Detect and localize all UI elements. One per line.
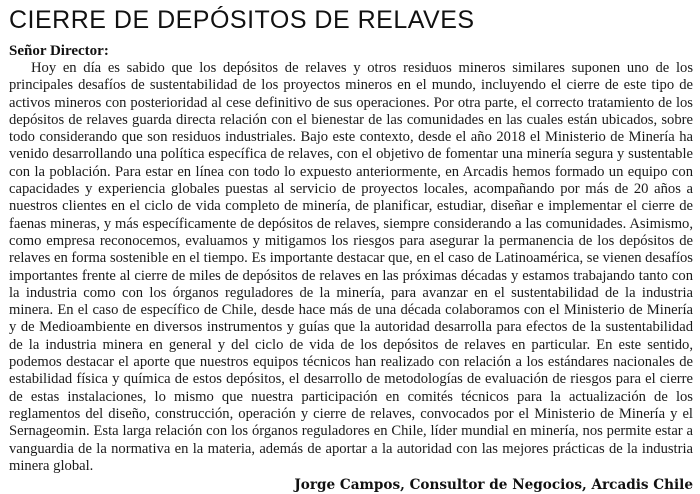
- signature: Jorge Campos, Consultor de Negocios, Arcadis Chile: [294, 477, 693, 494]
- letter-body: Hoy en día es sabido que los depósitos de relaves y otros residuos mineros similares suponen uno de los principales desafíos de sustentabilidad de los proyectos mineros en el mundo, incluyendo el cierre de este tipo de activos mineros con posterioridad al cese definitivo de sus operaciones. Por otra parte, el correcto tratamiento de los depósitos de relaves guarda directa relación con el bienestar de las comunidades en las cuales están ubicados, sobre todo considerando que son residuos industriales. Bajo este contexto, desde el año 2018 el Ministerio de Minería ha venido desarrollando una política específica de relaves, con el objetivo de fomentar una minería segura y sustentable con la población. Para estar en línea con todo lo expuesto anteriormente, en Arcadis hemos formado un equipo con capacidades y experiencia globales puestas al servicio de proyectos locales, acompañando por más de 20 años a nuestros clientes en el ciclo de vida completo de minería, de planificar, estudiar, diseñar e implementar el cierre de faenas mineras, y más específicamente de depósitos de relaves, siempre considerando a las comunidades. Asimismo, como empresa reconocemos, evaluamos y mitigamos los riesgos para asegurar la permanencia de los depósitos de relaves en forma sostenible en el tiempo. Es importante destacar que, en el caso de Latinoamérica, se vienen desafíos importantes frente al cierre de miles de depósitos de relaves en las próximas décadas y estamos trabajando tanto con la industria como con los órganos reguladores de la minería, para avanzar en el sustentabilidad de la industria minera. En el caso de específico de Chile, desde hace más de una década colaboramos con el Ministerio de Minería y de Medioambiente en diversos instrumentos y guías que la autoridad desarrolla para efectos de la sustentabilidad de la industria minera en general y del ciclo de vida de los depósitos de relaves en particular. En este sentido, podemos destacar el aporte que nuestros equipos técnicos han realizado con relación a los estándares nacionales de estabilidad física y química de estos depósitos, el desarrollo de metodologías de evaluación de riesgos para el cierre de estas instalaciones, lo mismo que nuestra participación en comités técnicos para la actualización de los reglamentos del diseño, construcción, operación y cierre de relaves, convocados por el Ministerio de Minería y el Sernageomin. Esta larga relación con los órganos reguladores en Chile, líder mundial en minería, nos permite estar a vanguardia de la normativa en la materia, además de aportar a la autoridad con las mejores prácticas de la industria minera global.: [9, 60, 693, 474]
- headline: CIERRE DE DEPÓSITOS DE RELAVES: [9, 6, 475, 34]
- letter-article: [9, 5, 693, 494]
- salutation: Señor Director:: [9, 43, 109, 59]
